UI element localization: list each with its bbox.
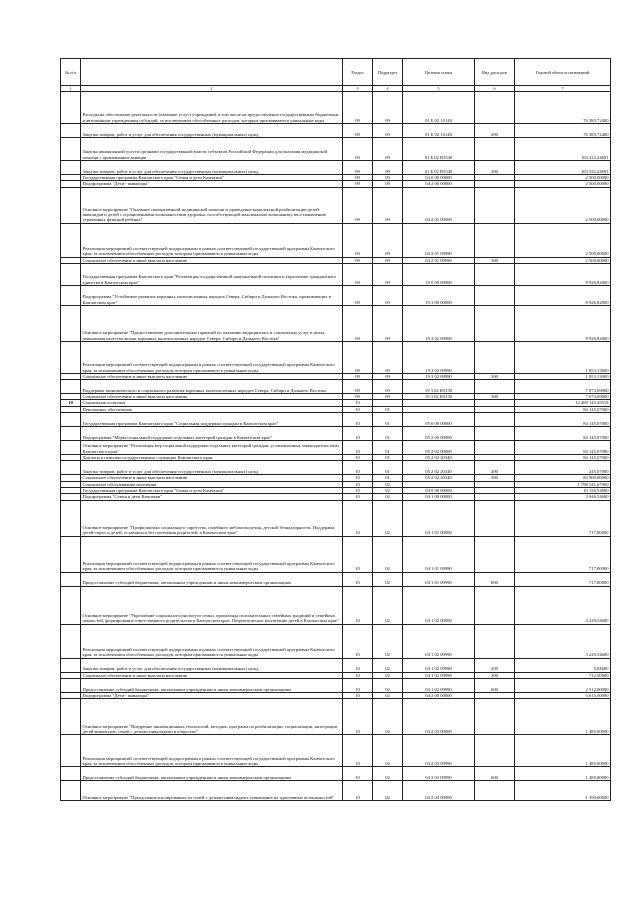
- row-razdel: 10: [343, 494, 373, 500]
- row-razdel: 10: [343, 475, 373, 481]
- row-podrazdel: 02: [373, 586, 403, 624]
- row-sum: 10 150,54600: [515, 487, 611, 493]
- row-vr: [475, 441, 515, 455]
- row-razdel: 09: [343, 124, 373, 138]
- index-cell: 1: [61, 86, 81, 92]
- row-number: [61, 624, 81, 658]
- row-number: [61, 586, 81, 624]
- row-name: Государственная программа Камчатского края "Семья и дети Камчатки": [81, 487, 343, 493]
- table-row: [61, 305, 611, 341]
- row-podrazdel: 02: [373, 672, 403, 678]
- row-name: Основное мероприятие "Предоставление дополнительных гарантий по оказанию медицинских и социальных услуг в целях повышения качества жизни коренных малочисленных народов Севера, Сибири и Дальнего Востока": [81, 305, 343, 341]
- row-number: [61, 341, 81, 373]
- row-name: Подпрограмма "Меры социальной поддержки отдельных категорий граждан в Камчатском крае": [81, 427, 343, 441]
- row-csr: 19 3 02 R5150: [403, 394, 475, 400]
- row-csr: 04 1 01 09990: [403, 572, 475, 586]
- row-podrazdel: 09: [373, 373, 403, 379]
- row-podrazdel: 09: [373, 138, 403, 161]
- row-razdel: 10: [343, 692, 373, 698]
- row-csr: 04 2 00 00000: [403, 181, 475, 187]
- row-sum: 1 485,00000: [515, 735, 611, 767]
- row-number: [61, 572, 81, 586]
- header-sum: Годовой объем ассигнований: [515, 59, 611, 86]
- row-name: Социальное обеспечение и иные выплаты населению: [81, 394, 343, 400]
- row-vr: 300: [475, 257, 515, 263]
- row-sum: 2 500,00000: [515, 257, 611, 263]
- index-cell: 2: [81, 86, 343, 92]
- row-csr: 04 2 01 09990: [403, 223, 475, 257]
- row-podrazdel: 02: [373, 699, 403, 735]
- row-vr: 600: [475, 572, 515, 586]
- row-number: [61, 138, 81, 161]
- row-name: Социальное обеспечение и иные выплаты населению: [81, 257, 343, 263]
- row-razdel: 10: [343, 781, 373, 801]
- row-name: Предоставление субсидий бюджетным, автономным учреждениям и иным некоммерческим организациям: [81, 572, 343, 586]
- header-vr: Вид расходов: [475, 59, 515, 86]
- table-row: [61, 699, 611, 735]
- row-podrazdel: 01: [373, 413, 403, 427]
- row-name: Основное мероприятие "Профилактика социального сиротства, семейного неблагополучия, детской безнадзорности. Поддержка детей-сирот и детей, оставшихся без попечения родителей, в Камчатском крае": [81, 500, 343, 536]
- table-row: [61, 500, 611, 536]
- row-name: Предоставление субсидий бюджетным, автономным учреждениям и иным некоммерческим организациям: [81, 767, 343, 781]
- row-vr: [475, 92, 515, 124]
- row-sum: 717,00000: [515, 500, 611, 536]
- row-sum: 84 145,07000: [515, 427, 611, 441]
- row-number: [61, 658, 81, 672]
- row-sum: 3 229,54600: [515, 624, 611, 658]
- row-vr: 300: [475, 394, 515, 400]
- row-csr: 04 1 01 00000: [403, 500, 475, 536]
- row-razdel: 10: [343, 461, 373, 475]
- row-sum: 7 073,69000: [515, 394, 611, 400]
- table-row: [61, 413, 611, 427]
- table-header-row: [61, 59, 611, 86]
- row-podrazdel: 02: [373, 572, 403, 586]
- row-sum: 2 500,00000: [515, 181, 611, 187]
- row-name: Реализация мероприятий соответствующей подпрограммы в рамках соответствующей государственной программы Камчатского края, за исключением обособленных расходов, которым присваиваются уникальные коды: [81, 341, 343, 373]
- row-sum: 7 073,69000: [515, 380, 611, 394]
- row-sum: 717,00000: [515, 536, 611, 572]
- row-number: [61, 285, 81, 305]
- header-razdel: Раздел: [343, 59, 373, 86]
- table-row: [61, 92, 611, 124]
- row-number: [61, 187, 81, 223]
- row-podrazdel: 02: [373, 767, 403, 781]
- row-sum: 717,00000: [515, 572, 611, 586]
- row-number: [61, 461, 81, 475]
- table-row: [61, 427, 611, 441]
- index-cell: 6: [475, 86, 515, 92]
- row-name: Социальное обеспечение и иные выплаты населению: [81, 373, 343, 379]
- row-sum: 712,50000: [515, 672, 611, 678]
- row-name: Доплаты к пенсиям государственных служащих Камчатского края: [81, 455, 343, 461]
- header-num: № п/п: [61, 59, 81, 86]
- row-podrazdel: 02: [373, 735, 403, 767]
- row-csr: 04 1 00 00000: [403, 494, 475, 500]
- row-name: Реализация мероприятий соответствующей подпрограммы в рамках соответствующей государственной программы Камчатского края, за исключением обособленных расходов, которым присваиваются уникальные коды: [81, 735, 343, 767]
- index-cell: 4: [373, 86, 403, 92]
- table-row: [61, 187, 611, 223]
- header-csr: Целевая статья: [403, 59, 475, 86]
- row-number: [61, 427, 81, 441]
- row-vr: [475, 285, 515, 305]
- row-number: [61, 441, 81, 455]
- row-name: Социальная политика: [81, 400, 343, 406]
- row-number: [61, 767, 81, 781]
- row-razdel: 10: [343, 572, 373, 586]
- table-row: [61, 536, 611, 572]
- row-podrazdel: 02: [373, 678, 403, 692]
- row-sum: 1 485,00000: [515, 767, 611, 781]
- row-razdel: 09: [343, 223, 373, 257]
- row-sum: 2 500,00000: [515, 187, 611, 223]
- row-sum: 3 229,54600: [515, 586, 611, 624]
- row-csr: 19 0 00 00000: [403, 263, 475, 285]
- row-sum: 84 145,07000: [515, 455, 611, 461]
- budget-table: [60, 58, 611, 801]
- row-vr: [475, 781, 515, 801]
- row-sum: 8 926,82000: [515, 305, 611, 341]
- table-row: [61, 572, 611, 586]
- row-sum: 84 145,07000: [515, 413, 611, 427]
- row-sum: 5,04600: [515, 658, 611, 672]
- row-podrazdel: 09: [373, 257, 403, 263]
- table-row: [61, 223, 611, 257]
- row-podrazdel: 09: [373, 175, 403, 181]
- row-csr: 01 Б 02 10140: [403, 92, 475, 124]
- row-razdel: 10: [343, 767, 373, 781]
- table-row: [61, 658, 611, 672]
- row-podrazdel: 02: [373, 481, 403, 487]
- row-razdel: 09: [343, 341, 373, 373]
- row-vr: [475, 413, 515, 427]
- row-razdel: 10: [343, 413, 373, 427]
- row-name: Закупка товаров, работ и услуг для обеспечения государственных (муниципальных) нужд: [81, 124, 343, 138]
- row-podrazdel: 09: [373, 380, 403, 394]
- row-csr: 04 1 02 00000: [403, 586, 475, 624]
- row-csr: 05 2 02 20340: [403, 455, 475, 461]
- table-row: [61, 735, 611, 767]
- row-number: [61, 161, 81, 175]
- row-sum: 1 485,00000: [515, 699, 611, 735]
- row-podrazdel: 02: [373, 658, 403, 672]
- row-name: Социальное обеспечение и иные выплаты населению: [81, 672, 343, 678]
- row-csr: 19 3 02 09990: [403, 341, 475, 373]
- row-sum: 8 926,82000: [515, 263, 611, 285]
- row-csr: 04 1 01 09990: [403, 536, 475, 572]
- row-sum: 1 190,00000: [515, 781, 611, 801]
- row-podrazdel: 02: [373, 624, 403, 658]
- row-sum: 84 145,07000: [515, 441, 611, 455]
- row-csr: 04 1 02 09990: [403, 672, 475, 678]
- row-csr: 04 2 03 00000: [403, 699, 475, 735]
- index-cell: 5: [403, 86, 475, 92]
- row-razdel: 10: [343, 624, 373, 658]
- row-razdel: 10: [343, 586, 373, 624]
- row-sum: 1 853,13000: [515, 341, 611, 373]
- row-vr: [475, 624, 515, 658]
- row-vr: 200: [475, 461, 515, 475]
- header-name: [81, 59, 343, 86]
- row-razdel: 10: [343, 455, 373, 461]
- table-row: [61, 461, 611, 475]
- table-row: [61, 441, 611, 455]
- row-number: [61, 92, 81, 124]
- row-number: [61, 263, 81, 285]
- row-razdel: 10: [343, 658, 373, 672]
- row-name: Реализация мероприятий соответствующей подпрограммы в рамках соответствующей государственной программы Камчатского края, за исключением обособленных расходов, которым присваиваются уникальные коды: [81, 223, 343, 257]
- row-razdel: 09: [343, 92, 373, 124]
- table-row: [61, 380, 611, 394]
- row-name: Государственная программа Камчатского края "Семья и дети Камчатки": [81, 175, 343, 181]
- table-row: [61, 285, 611, 305]
- row-razdel: 10: [343, 441, 373, 455]
- row-vr: [475, 380, 515, 394]
- row-podrazdel: 02: [373, 536, 403, 572]
- row-vr: 300: [475, 373, 515, 379]
- row-podrazdel: 09: [373, 161, 403, 175]
- row-name: Закупка товаров, работ и услуг для обеспечения государственных (муниципальных) нужд: [81, 161, 343, 175]
- row-razdel: 10: [343, 699, 373, 735]
- row-razdel: 09: [343, 257, 373, 263]
- row-vr: [475, 187, 515, 223]
- row-vr: 600: [475, 678, 515, 692]
- table-row: [61, 124, 611, 138]
- row-csr: 05 0 00 00000: [403, 413, 475, 427]
- row-vr: [475, 138, 515, 161]
- row-csr: 19 3 00 00000: [403, 285, 475, 305]
- row-razdel: 10: [343, 735, 373, 767]
- row-vr: 300: [475, 475, 515, 481]
- row-sum: 83 900,00000: [515, 475, 611, 481]
- row-sum: 84 145,07000: [515, 406, 611, 412]
- row-vr: [475, 427, 515, 441]
- row-podrazdel: 09: [373, 124, 403, 138]
- row-razdel: 09: [343, 175, 373, 181]
- row-vr: [475, 500, 515, 536]
- row-razdel: 10: [343, 400, 373, 406]
- row-csr: 04 1 02 09990: [403, 624, 475, 658]
- row-sum: 8 926,82000: [515, 285, 611, 305]
- row-name: Государственная программа Камчатского края "Социальная поддержка граждан в Камчатском крае": [81, 413, 343, 427]
- row-vr: 600: [475, 767, 515, 781]
- row-csr: 05 2 02 00000: [403, 441, 475, 455]
- row-sum: 76 383,72400: [515, 92, 611, 124]
- row-sum: 163 322,24691: [515, 138, 611, 161]
- row-razdel: 09: [343, 285, 373, 305]
- row-podrazdel: 09: [373, 305, 403, 341]
- row-csr: 01 Б 02 10140: [403, 124, 475, 138]
- row-name: Подпрограмма "Устойчивое развитие коренных малочисленных народов Севера, Сибири и Дальнего Востока, проживающих в Камчатском крае": [81, 285, 343, 305]
- row-podrazdel: 09: [373, 187, 403, 223]
- row-name: Закупка товаров, работ и услуг для обеспечения государственных (муниципальных) нужд: [81, 658, 343, 672]
- row-name: Основное мероприятие "Укрепление социального института семьи, пропаганда положительных семейных традиций и семейных ценностей, формирование ответственного родительства в Камчатском крае. Патриотическое воспитание детей в Камчатском крае": [81, 586, 343, 624]
- row-razdel: 10: [343, 678, 373, 692]
- row-razdel: 09: [343, 181, 373, 187]
- row-podrazdel: 02: [373, 692, 403, 698]
- row-number: [61, 500, 81, 536]
- row-csr: 19 3 02 00000: [403, 305, 475, 341]
- row-csr: 04 2 01 00000: [403, 187, 475, 223]
- row-name: Реализация мероприятий соответствующей подпрограммы в рамках соответствующей государственной программы Камчатского края, за исключением обособленных расходов, которым присваиваются уникальные коды: [81, 536, 343, 572]
- row-name: Государственная программа Камчатского края "Реализация государственной национальной политики и укрепление гражданского единства в Камчатском крае": [81, 263, 343, 285]
- row-podrazdel: 02: [373, 781, 403, 801]
- row-podrazdel: 01: [373, 455, 403, 461]
- row-name: Расходы на обеспечение деятельности (оказание услуг) учреждений, в том числе на предоставление государственным бюджетным и автономным учреждениям субсидий, за исключением обособленных расходов, которым присваиваются уникальные коды: [81, 92, 343, 124]
- row-razdel: 09: [343, 263, 373, 285]
- row-csr: 04 1 02 09990: [403, 678, 475, 692]
- row-sum: 12 469 143,45518: [515, 400, 611, 406]
- row-number: [61, 413, 81, 427]
- row-vr: [475, 341, 515, 373]
- row-number: 10: [61, 400, 81, 406]
- row-podrazdel: 02: [373, 487, 403, 493]
- row-podrazdel: 09: [373, 263, 403, 285]
- row-vr: [475, 263, 515, 285]
- row-podrazdel: 01: [373, 441, 403, 455]
- row-sum: 2 500,00000: [515, 175, 611, 181]
- row-podrazdel: 01: [373, 475, 403, 481]
- table-row: [61, 678, 611, 692]
- row-podrazdel: 09: [373, 341, 403, 373]
- row-name: Пенсионное обеспечение: [81, 406, 343, 412]
- row-csr: 01 Б 02 R5540: [403, 138, 475, 161]
- row-razdel: 09: [343, 394, 373, 400]
- header-podrazdel: Подраздел: [373, 59, 403, 86]
- row-csr: 04 1 02 09990: [403, 658, 475, 672]
- row-vr: [475, 586, 515, 624]
- row-podrazdel: 09: [373, 181, 403, 187]
- row-razdel: 10: [343, 406, 373, 412]
- row-podrazdel: 09: [373, 92, 403, 124]
- row-vr: [475, 735, 515, 767]
- row-csr: 05 2 02 20340: [403, 461, 475, 475]
- table-row: [61, 263, 611, 285]
- row-csr: 04 2 01 09990: [403, 257, 475, 263]
- row-csr: 19 3 02 R5150: [403, 380, 475, 394]
- row-name: Предоставление субсидий бюджетным, автономным учреждениям и иным некоммерческим организациям: [81, 678, 343, 692]
- row-sum: 3 946,54600: [515, 494, 611, 500]
- row-razdel: 10: [343, 427, 373, 441]
- row-razdel: 09: [343, 380, 373, 394]
- index-cell: 3: [343, 86, 373, 92]
- row-podrazdel: 09: [373, 285, 403, 305]
- row-podrazdel: 09: [373, 394, 403, 400]
- table-row: [61, 138, 611, 161]
- row-name: Основное мероприятие "Внедрение инновационных технологий, методик, программ по реабилитации, социализации, интеграции детей-инвалидов, семей с детьми-инвалидами в общество": [81, 699, 343, 735]
- table-body: [61, 92, 611, 801]
- row-podrazdel: 02: [373, 500, 403, 536]
- row-sum: 2 512,00000: [515, 678, 611, 692]
- row-csr: 04 0 00 00000: [403, 175, 475, 181]
- row-csr: 01 Б 02 R5540: [403, 161, 475, 175]
- row-name: Основное мероприятие "Преодоление изолированности семей с детьми-инвалидами, повышение их адаптивных возможностей": [81, 781, 343, 801]
- row-razdel: 09: [343, 138, 373, 161]
- table-row: [61, 781, 611, 801]
- row-vr: [475, 223, 515, 257]
- row-csr: 04 2 00 00000: [403, 692, 475, 698]
- row-name: Основное мероприятие "Оказание своевременной медицинской помощи и проведение комплексной реабилитации детей-инвалидов и детей с ограниченными возможностями здоровья, способствующей максимально возможному восстановлению утраченных функций ребенка": [81, 187, 343, 223]
- row-vr: [475, 536, 515, 572]
- row-podrazdel: 09: [373, 223, 403, 257]
- row-number: [61, 223, 81, 257]
- row-number: [61, 699, 81, 735]
- row-vr: [475, 305, 515, 341]
- row-name: Подпрограмма "Дети - инвалиды": [81, 692, 343, 698]
- row-vr: 200: [475, 658, 515, 672]
- table-row: [61, 624, 611, 658]
- row-razdel: 09: [343, 305, 373, 341]
- row-razdel: 10: [343, 481, 373, 487]
- row-csr: 05 2 02 20340: [403, 475, 475, 481]
- row-csr: 04 2 03 09990: [403, 735, 475, 767]
- table-row: [61, 767, 611, 781]
- row-razdel: 09: [343, 187, 373, 223]
- table-row: [61, 586, 611, 624]
- row-name: Подпрограмма "Семья и дети Камчатки": [81, 494, 343, 500]
- row-razdel: 09: [343, 373, 373, 379]
- row-name: Закупка товаров, работ и услуг для обеспечения государственных (муниципальных) нужд: [81, 461, 343, 475]
- row-sum: 3 615,00000: [515, 692, 611, 698]
- row-sum: 1 853,13000: [515, 373, 611, 379]
- row-name: Реализация мероприятий соответствующей подпрограммы в рамках соответствующей государственной программы Камчатского края, за исключением обособленных расходов, которым присваиваются уникальные коды: [81, 624, 343, 658]
- row-vr: 200: [475, 161, 515, 175]
- row-number: [61, 124, 81, 138]
- row-razdel: 10: [343, 536, 373, 572]
- row-sum: 163 322,24691: [515, 161, 611, 175]
- row-csr: 04 2 03 09990: [403, 767, 475, 781]
- row-razdel: 10: [343, 487, 373, 493]
- row-csr: 04 0 00 00000: [403, 487, 475, 493]
- row-vr: [475, 699, 515, 735]
- table-row: [61, 161, 611, 175]
- row-podrazdel: 01: [373, 427, 403, 441]
- row-podrazdel: 01: [373, 461, 403, 475]
- row-number: [61, 678, 81, 692]
- row-name: Социальное обслуживание населения: [81, 481, 343, 487]
- table-row: [61, 341, 611, 373]
- index-cell: 7: [515, 86, 611, 92]
- row-number: [61, 305, 81, 341]
- row-name: Социальное обеспечение и иные выплаты населению: [81, 475, 343, 481]
- row-podrazdel: 02: [373, 494, 403, 500]
- row-number: [61, 380, 81, 394]
- row-name: Поддержка экономического и социального развития коренных малочисленных народов Севера, Сибири и Дальнего Востока: [81, 380, 343, 394]
- row-number: [61, 781, 81, 801]
- row-sum: 245,07000: [515, 461, 611, 475]
- row-name: Основное мероприятие "Реализация мер социальной поддержки отдельных категорий граждан, установленных законодательством Камчатского края": [81, 441, 343, 455]
- row-razdel: 10: [343, 672, 373, 678]
- row-sum: 76 383,72400: [515, 124, 611, 138]
- row-vr: 200: [475, 124, 515, 138]
- row-number: [61, 735, 81, 767]
- row-name: Закупка авиационной услуги органами государственной власти субъектов Российской Федерации для оказания медицинской помощи с применением авиации: [81, 138, 343, 161]
- row-csr: 04 2 04 00000: [403, 781, 475, 801]
- row-razdel: 10: [343, 500, 373, 536]
- row-podrazdel: 01: [373, 406, 403, 412]
- row-csr: 05 2 00 00000: [403, 427, 475, 441]
- row-vr: 300: [475, 672, 515, 678]
- row-number: [61, 536, 81, 572]
- row-sum: 1 798 541,67900: [515, 481, 611, 487]
- row-csr: 19 3 02 09990: [403, 373, 475, 379]
- row-razdel: 09: [343, 161, 373, 175]
- row-name: Подпрограмма "Дети - инвалиды": [81, 181, 343, 187]
- row-sum: 2 500,00000: [515, 223, 611, 257]
